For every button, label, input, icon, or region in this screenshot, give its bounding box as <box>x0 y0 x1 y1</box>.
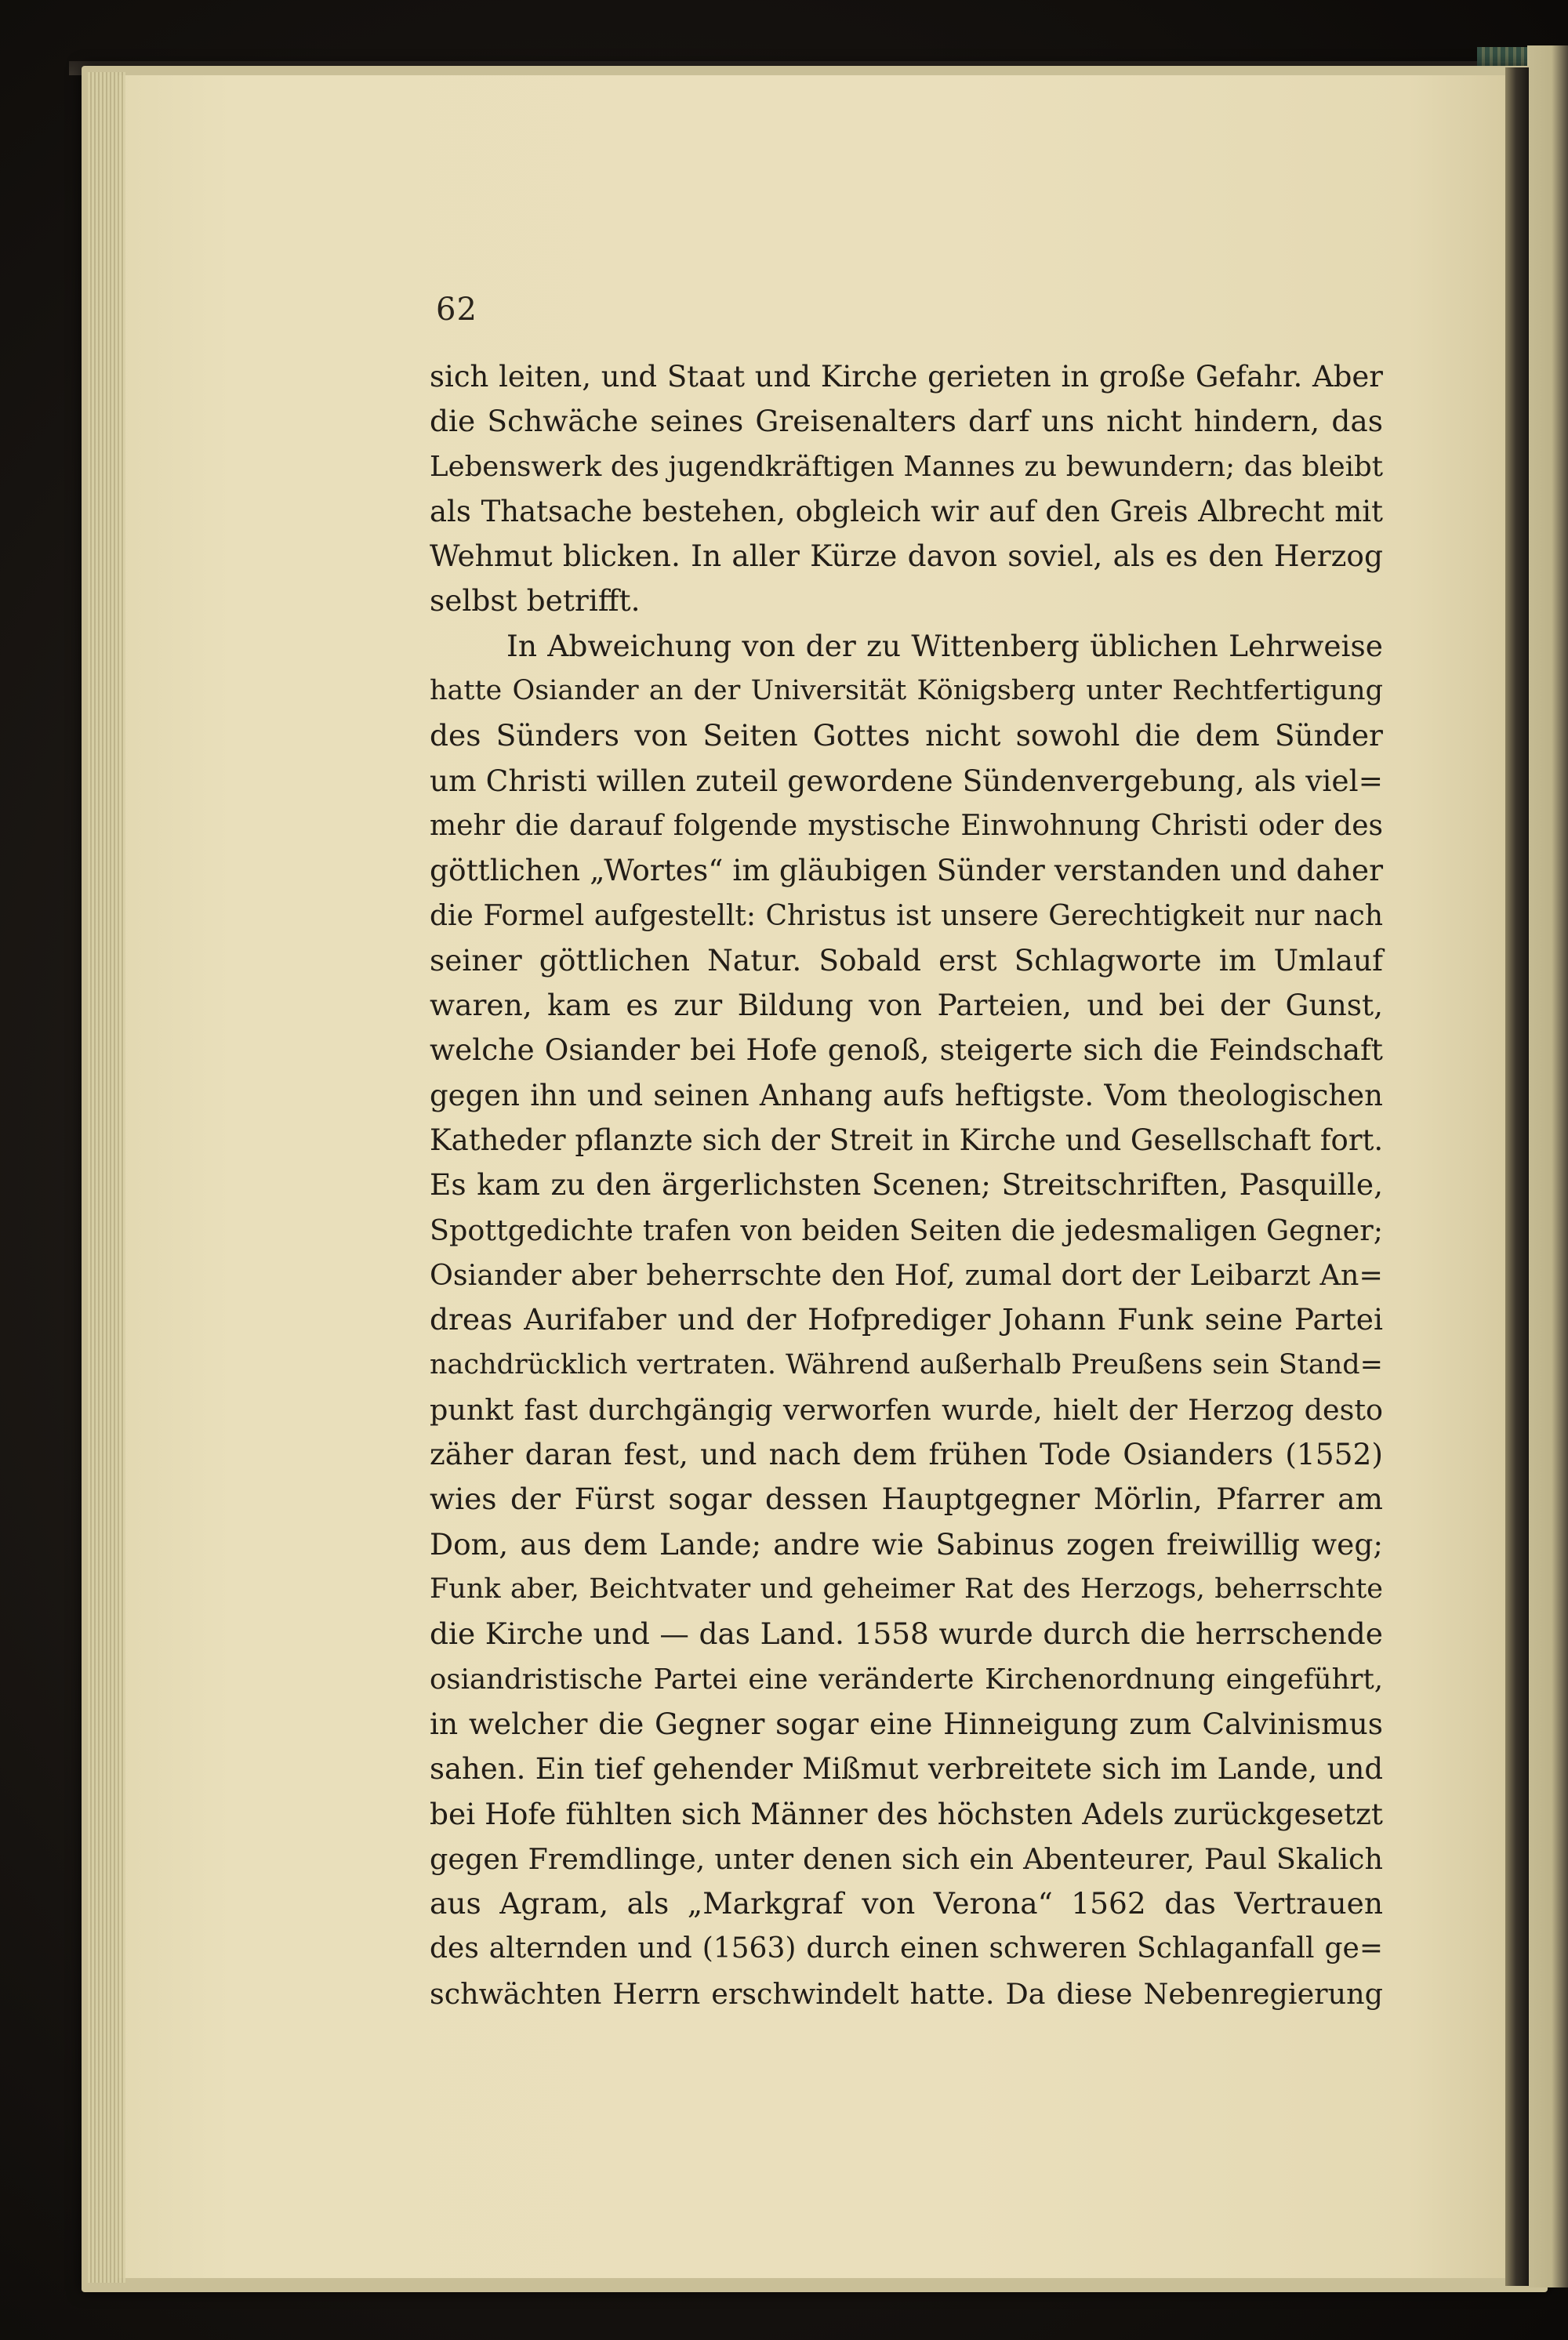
facing-page-edge <box>1527 45 1568 2287</box>
text-line: bei Hofe fühlten sich Männer des höchsten Adels zurückgesetzt <box>430 1796 1383 1831</box>
text-line: des alternden und (1563) durch einen schweren Schlaganfall ge= <box>430 1932 1383 1965</box>
text-line: als Thatsache bestehen, obgleich wir auf den Greis Albrecht mit <box>430 494 1383 528</box>
text-line: hatte Osiander an der Universität Königsberg unter Rechtfertigung <box>430 675 1383 707</box>
book-gutter <box>1505 67 1529 2286</box>
body-text <box>430 354 1383 2016</box>
text-line: waren, kam es zur Bildung von Parteien, und bei der Gunst, <box>430 988 1383 1023</box>
text-line: die Kirche und — das Land. 1558 wurde durch die herrschende <box>430 1616 1383 1652</box>
text-line: schwächten Herrn erschwindelt hatte. Da diese Nebenregierung <box>430 1976 1383 2011</box>
text-line: Lebenswerk des jugendkräftigen Mannes zu bewundern; das bleibt <box>430 450 1383 483</box>
text-line: aus Agram, als „Markgraf von Verona“ 1562 das Vertrauen <box>430 1886 1383 1921</box>
page-edges <box>88 72 125 2283</box>
text-line: die Schwäche seines Greisenalters darf uns nicht hindern, das <box>430 404 1383 439</box>
text-line: wies der Fürst sogar dessen Hauptgegner Mörlin, Pfarrer am <box>430 1482 1383 1517</box>
text-line: die Formel aufgestellt: Christus ist unsere Gerechtigkeit nur nach <box>430 899 1383 932</box>
text-line: sich leiten, und Staat und Kirche gerieten in große Gefahr. Aber <box>430 360 1383 394</box>
text-line: sahen. Ein tief gehender Mißmut verbreitete sich im Lande, und <box>430 1752 1383 1787</box>
text-line: Es kam zu den ärgerlichsten Scenen; Streitschriften, Pasquille, <box>430 1167 1383 1203</box>
text-line: dreas Aurifaber und der Hofprediger Johann Funk seine Partei <box>430 1302 1383 1337</box>
text-line: mehr die darauf folgende mystische Einwohnung Christi oder des <box>430 809 1383 842</box>
text-line: um Christi willen zuteil gewordene Sündenvergebung, als viel= <box>430 763 1383 798</box>
text-line: Dom, aus dem Lande; andre wie Sabinus zogen freiwillig weg; <box>430 1526 1383 1562</box>
text-line: Wehmut blicken. In aller Kürze davon soviel, als es den Herzog <box>430 539 1383 574</box>
text-line: Funk aber, Beichtvater und geheimer Rat des Herzogs, beherrschte <box>430 1573 1383 1605</box>
text-line: welche Osiander bei Hofe genoß, steigerte sich die Feindschaft <box>430 1032 1383 1068</box>
text-line: Katheder pflanzte sich der Streit in Kirche und Gesellschaft fort. <box>430 1123 1384 1158</box>
text-line: gegen ihn und seinen Anhang aufs heftigste. Vom theologischen <box>430 1078 1383 1112</box>
text-line: Spottgedichte trafen von beiden Seiten die jedesmaligen Gegner; <box>430 1213 1383 1247</box>
text-line: Osiander aber beherrschte den Hof, zumal dort der Leibarzt An= <box>430 1257 1383 1292</box>
text-line: punkt fast durchgängig verworfen wurde, hielt der Herzog desto <box>430 1392 1383 1427</box>
text-line: zäher daran fest, und nach dem frühen Tode Osianders (1552) <box>430 1437 1383 1472</box>
text-line: osiandristische Partei eine veränderte Kirchenordnung eingeführt, <box>430 1663 1383 1696</box>
text-line: des Sünders von Seiten Gottes nicht sowohl die dem Sünder <box>430 718 1383 753</box>
text-line: In Abweichung von der zu Wittenberg üblichen Lehrweise <box>506 628 1383 663</box>
text-line: nachdrücklich vertraten. Während außerhalb Preußens sein Stand= <box>430 1348 1383 1380</box>
text-line: seiner göttlichen Natur. Sobald erst Schlagworte im Umlauf <box>430 942 1383 978</box>
page-number: 62 <box>436 292 477 328</box>
text-line: in welcher die Gegner sogar eine Hinneigung zum Calvinismus <box>430 1706 1383 1741</box>
text-line: gegen Fremdlinge, unter denen sich ein Abenteurer, Paul Skalich <box>430 1841 1383 1876</box>
text-line: selbst betrifft. <box>430 583 641 619</box>
text-line: göttlichen „Wortes“ im gläubigen Sünder verstanden und daher <box>430 853 1383 888</box>
